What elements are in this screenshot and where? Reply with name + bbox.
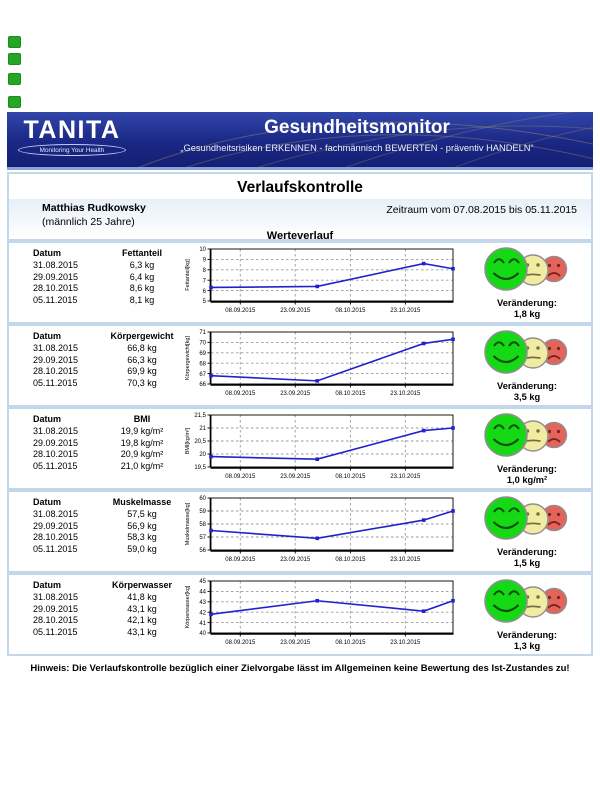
change-value: 1,5 kg	[513, 558, 541, 568]
svg-text:23.10.2015: 23.10.2015	[390, 308, 421, 314]
rating-smileys	[463, 411, 591, 464]
table-col-metric: Fettanteil	[121, 248, 162, 258]
measurement-value: 19,9 kg/m²	[120, 425, 164, 436]
table-col-metric: BMI	[133, 414, 151, 424]
svg-text:6: 6	[202, 288, 206, 295]
svg-text:56: 56	[199, 548, 206, 555]
table-col-date: Datum	[33, 580, 62, 590]
svg-text:44: 44	[199, 589, 206, 596]
measurement-table	[33, 248, 181, 322]
health-report	[7, 112, 593, 674]
svg-text:23.09.2015: 23.09.2015	[280, 640, 311, 646]
measurement-value: 19,8 kg/m²	[120, 437, 164, 448]
rating-smileys	[463, 328, 591, 381]
measurement-date: 28.10.2015	[33, 449, 79, 460]
patient-name: Matthias Rudkowsky	[42, 202, 146, 214]
svg-text:42: 42	[199, 610, 206, 617]
table-row	[33, 438, 181, 450]
table-col-metric: Muskelmasse	[112, 497, 172, 507]
table-body	[33, 343, 181, 390]
report-period: Zeitraum vom 07.08.2015 bis 05.11.2015	[386, 204, 577, 216]
rating-block	[463, 575, 591, 654]
svg-text:23.09.2015: 23.09.2015	[280, 391, 311, 397]
svg-text:08.10.2015: 08.10.2015	[335, 308, 366, 314]
metric-panel	[9, 571, 591, 654]
tanita-logo-text: TANITA	[23, 116, 121, 144]
measurement-value: 66,8 kg	[127, 342, 157, 353]
table-row	[33, 295, 181, 307]
measurement-value: 70,3 kg	[127, 378, 157, 389]
measurement-date: 29.09.2015	[33, 520, 79, 531]
svg-text:23.09.2015: 23.09.2015	[280, 474, 311, 480]
measurement-date: 28.10.2015	[33, 283, 79, 294]
svg-text:21: 21	[199, 426, 206, 433]
svg-text:BMI[kg/m²]: BMI[kg/m²]	[185, 427, 191, 455]
smiley-trio-icon	[483, 411, 571, 459]
app-title: Gesundheitsmonitor	[264, 117, 450, 138]
table-body	[33, 260, 181, 307]
measurement-date: 29.09.2015	[33, 271, 79, 282]
smiley-trio-icon	[483, 577, 571, 625]
measurement-value: 20,9 kg/m²	[120, 449, 164, 460]
svg-text:08.09.2015: 08.09.2015	[225, 308, 256, 314]
table-row	[33, 426, 181, 438]
svg-text:08.10.2015: 08.10.2015	[335, 391, 366, 397]
table-row	[33, 355, 181, 367]
measurement-value: 58,3 kg	[127, 532, 157, 543]
smiley-trio-icon	[483, 494, 571, 542]
svg-text:43: 43	[199, 600, 206, 606]
measurement-date: 28.10.2015	[33, 366, 79, 377]
table-row	[33, 532, 181, 544]
table-col-metric: Körpergewicht	[110, 331, 174, 341]
table-col-date: Datum	[33, 497, 62, 507]
measurement-date: 05.11.2015	[33, 295, 78, 306]
svg-text:8: 8	[202, 268, 206, 274]
svg-text:45: 45	[199, 579, 206, 586]
table-row	[33, 544, 181, 556]
svg-text:Fettanteil[kg]: Fettanteil[kg]	[185, 259, 191, 291]
table-col-date: Datum	[33, 331, 62, 341]
table-header-row	[33, 331, 181, 343]
header-texts	[129, 117, 585, 153]
svg-text:58: 58	[199, 522, 206, 529]
green-marker-icon[interactable]	[8, 73, 21, 85]
rating-block	[463, 492, 591, 571]
report-body	[7, 172, 593, 656]
measurement-date: 05.11.2015	[33, 544, 78, 555]
patient-info-row	[9, 199, 591, 242]
change-value: 1,8 kg	[513, 309, 541, 319]
measurement-date: 29.09.2015	[33, 437, 79, 448]
app-subtitle: „Gesundheitsrisiken ERKENNEN - fachmännisch BEWERTEN - präventiv HANDELN“	[180, 143, 534, 153]
table-row	[33, 521, 181, 533]
change-label: Veränderung:	[497, 464, 557, 474]
happy-face-icon	[485, 497, 527, 539]
change-value: 3,5 kg	[513, 392, 541, 402]
panels	[9, 239, 591, 654]
table-row	[33, 449, 181, 461]
svg-text:20: 20	[199, 452, 206, 459]
measurement-value: 8,6 kg	[129, 283, 155, 294]
svg-text:08.09.2015: 08.09.2015	[225, 474, 256, 480]
svg-text:21,5: 21,5	[194, 413, 206, 420]
measurement-date: 31.08.2015	[33, 591, 79, 602]
rating-smileys	[463, 494, 591, 547]
measurement-value: 6,4 kg	[129, 271, 155, 282]
measurement-value: 59,0 kg	[127, 544, 157, 555]
table-row	[33, 461, 181, 473]
measurement-value: 43,1 kg	[127, 627, 157, 638]
metric-panel	[9, 322, 591, 405]
rating-block	[463, 409, 591, 488]
svg-text:08.09.2015: 08.09.2015	[225, 640, 256, 646]
svg-text:66: 66	[199, 382, 206, 389]
measurement-table	[33, 580, 181, 654]
svg-text:Körperwasser[kg]: Körperwasser[kg]	[185, 585, 191, 629]
measurement-value: 8,1 kg	[129, 295, 155, 306]
measurement-date: 29.09.2015	[33, 354, 79, 365]
table-col-metric: Körperwasser	[111, 580, 173, 590]
svg-text:9: 9	[202, 257, 206, 264]
table-row	[33, 272, 181, 284]
svg-text:23.10.2015: 23.10.2015	[390, 640, 421, 646]
table-header-row	[33, 580, 181, 592]
table-header-row	[33, 414, 181, 426]
svg-text:08.09.2015: 08.09.2015	[225, 557, 256, 563]
table-row	[33, 604, 181, 616]
svg-text:68: 68	[199, 361, 206, 368]
table-row	[33, 260, 181, 272]
measurement-date: 05.11.2015	[33, 378, 78, 389]
svg-text:60: 60	[199, 496, 206, 503]
table-row	[33, 592, 181, 604]
tanita-logo	[14, 117, 130, 156]
svg-text:23.09.2015: 23.09.2015	[280, 557, 311, 563]
table-row	[33, 283, 181, 295]
report-header-band	[7, 112, 593, 167]
trend-chart	[181, 409, 463, 488]
svg-text:Muskelmasse[kg]: Muskelmasse[kg]	[185, 502, 191, 546]
page-title: Verlaufskontrolle	[237, 179, 363, 196]
change-label: Veränderung:	[497, 547, 557, 557]
svg-text:10: 10	[199, 247, 206, 254]
svg-text:41: 41	[199, 620, 206, 627]
rating-block	[463, 243, 591, 322]
svg-text:19,5: 19,5	[194, 465, 206, 472]
measurement-value: 43,1 kg	[127, 603, 157, 614]
table-body	[33, 509, 181, 556]
measurement-value: 57,5 kg	[127, 508, 157, 519]
trend-chart	[181, 326, 463, 405]
measurement-date: 31.08.2015	[33, 342, 79, 353]
footer-hint: Hinweis: Die Verlaufskontrolle bezüglich einer Zielvorgabe lässt im Allgemeinen keine Bewertung des Ist-Zustandes zu!	[30, 663, 570, 674]
table-header-row	[33, 248, 181, 260]
svg-text:08.10.2015: 08.10.2015	[335, 640, 366, 646]
svg-text:08.09.2015: 08.09.2015	[225, 391, 256, 397]
svg-text:7: 7	[202, 278, 206, 285]
happy-face-icon	[485, 248, 527, 290]
svg-text:71: 71	[199, 330, 206, 337]
table-row	[33, 343, 181, 355]
table-header-row	[33, 497, 181, 509]
svg-text:57: 57	[199, 535, 206, 542]
table-body	[33, 592, 181, 639]
svg-text:Körpergewicht[kg]: Körpergewicht[kg]	[185, 335, 191, 381]
svg-text:08.10.2015: 08.10.2015	[335, 557, 366, 563]
table-col-date: Datum	[33, 248, 62, 258]
measurement-table	[33, 414, 181, 488]
svg-text:69: 69	[199, 351, 206, 357]
measurement-date: 05.11.2015	[33, 461, 78, 472]
measurement-date: 28.10.2015	[33, 615, 79, 626]
happy-face-icon	[485, 414, 527, 456]
svg-text:5: 5	[202, 299, 206, 306]
table-col-date: Datum	[33, 414, 62, 424]
line-chart	[181, 495, 463, 567]
measurement-date: 31.08.2015	[33, 259, 79, 270]
line-chart	[181, 246, 463, 318]
happy-face-icon	[485, 580, 527, 622]
tanita-tagline: Monitoring Your Health	[18, 144, 126, 156]
metric-panel	[9, 488, 591, 571]
svg-text:23.10.2015: 23.10.2015	[390, 557, 421, 563]
table-row	[33, 627, 181, 639]
smiley-trio-icon	[483, 328, 571, 376]
measurement-table	[33, 497, 181, 571]
change-label: Veränderung:	[497, 381, 557, 391]
line-chart	[181, 578, 463, 650]
rating-smileys	[463, 245, 591, 298]
measurement-date: 05.11.2015	[33, 627, 78, 638]
trend-chart	[181, 243, 463, 322]
line-chart	[181, 412, 463, 484]
change-label: Veränderung:	[497, 630, 557, 640]
happy-face-icon	[485, 331, 527, 373]
green-marker-icon[interactable]	[8, 36, 21, 48]
svg-text:70: 70	[199, 340, 206, 347]
trend-chart	[181, 575, 463, 654]
trend-chart	[181, 492, 463, 571]
svg-text:08.10.2015: 08.10.2015	[335, 474, 366, 480]
green-marker-icon[interactable]	[8, 96, 21, 108]
measurement-value: 42,1 kg	[127, 615, 157, 626]
measurement-date: 31.08.2015	[33, 425, 79, 436]
table-row	[33, 378, 181, 390]
measurement-value: 69,9 kg	[127, 366, 157, 377]
measurement-date: 28.10.2015	[33, 532, 79, 543]
table-row	[33, 615, 181, 627]
measurement-value: 66,3 kg	[127, 354, 157, 365]
rating-smileys	[463, 577, 591, 630]
table-row	[33, 509, 181, 521]
green-marker-icon[interactable]	[8, 53, 21, 65]
patient-details: (männlich 25 Jahre)	[42, 216, 135, 228]
change-value: 1,3 kg	[513, 641, 541, 651]
svg-text:67: 67	[199, 371, 206, 378]
svg-text:20,5: 20,5	[194, 439, 206, 446]
line-chart	[181, 329, 463, 401]
svg-text:23.09.2015: 23.09.2015	[280, 308, 311, 314]
svg-text:40: 40	[199, 631, 206, 638]
measurement-date: 31.08.2015	[33, 508, 79, 519]
band-bottom-strip	[7, 167, 593, 170]
change-value: 1,0 kg/m²	[506, 475, 548, 485]
table-body	[33, 426, 181, 473]
rating-block	[463, 326, 591, 405]
measurement-table	[33, 331, 181, 405]
measurement-value: 6,3 kg	[129, 259, 155, 270]
metric-panel	[9, 239, 591, 322]
measurement-date: 29.09.2015	[33, 603, 79, 614]
table-row	[33, 366, 181, 378]
measurement-value: 41,8 kg	[127, 591, 157, 602]
smiley-trio-icon	[483, 245, 571, 293]
svg-text:23.10.2015: 23.10.2015	[390, 391, 421, 397]
section-title: Werteverlauf	[266, 230, 334, 242]
metric-panel	[9, 405, 591, 488]
change-label: Veränderung:	[497, 298, 557, 308]
measurement-value: 56,9 kg	[127, 520, 157, 531]
svg-text:23.10.2015: 23.10.2015	[390, 474, 421, 480]
measurement-value: 21,0 kg/m²	[120, 461, 164, 472]
svg-text:59: 59	[199, 509, 206, 516]
